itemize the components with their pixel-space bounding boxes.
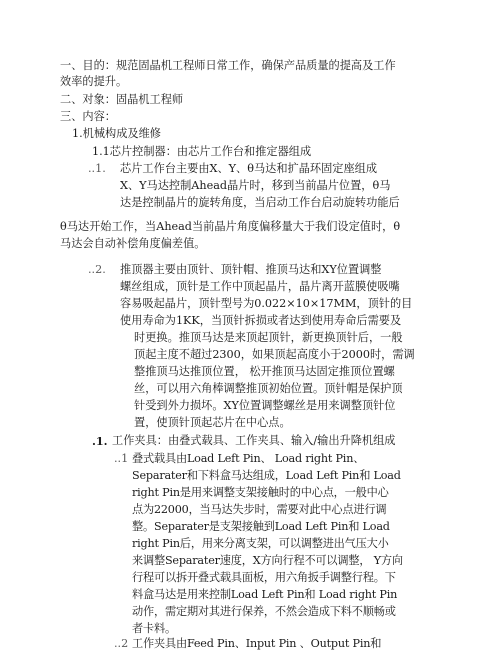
section-1-2-2-number: ..2 [114,637,129,650]
s112-line-6: 顶起主度不超过2300，如果顶起高度小于2000时，需调 [134,348,415,361]
s121-line-11: 者卡料。 [132,622,176,635]
s112-line-5: 时更换。推顶马达是来顶起顶针，新更换顶针后，一般 [134,331,403,344]
section-1-heading: 1.机械构成及维修 [72,127,161,140]
purpose-line-2: 效率的提升。 [60,75,128,88]
section-1-2-1-number: ..1 [114,452,129,465]
s122-line-1: 工作夹具由Feed Pin、Input Pin 、Output Pin和 [132,637,382,650]
theta-line-1: θ马达开始工作，当Ahead当前晶片角度偏移量大于我们设定值时，θ [60,220,401,233]
purpose-line-1: 一、目的：规范固晶机工程师日常工作，确保产品质量的提高及工作 [60,59,396,72]
s121-line-2: Separater和下料盒马达组成，Load Left Pin和 Load [132,469,401,482]
s121-line-5: 整。Separater是支架接触到Load Left Pin和 Load [132,520,390,533]
s121-line-10: 动作，需定期对其进行保养，不然会造成下料不顺畅或 [132,605,396,618]
s121-line-3: right Pin是用来调整支架接触时的中心点，一般中心 [132,486,389,499]
s121-line-6: right Pin后，用来分离支架，可以调整进出气压大小 [132,537,389,550]
content-heading: 三、内容： [60,110,116,123]
s121-line-4: 点为22000，当马达失步时，需要对此中心点进行调 [132,503,387,516]
s121-line-1: 叠式载具由Load Left Pin、 Load right Pin、 [132,452,365,465]
s121-line-9: 料盒马达是用来控制Load Left Pin和 Load right Pin [132,588,398,601]
s112-line-4: 使用寿命为1KK，当顶针拆损或者达到使用寿命后需要及 [120,314,402,327]
section-1-1-1-number: ..1. [88,162,106,175]
section-1-2-heading: 工作夹具：由叠式载具、工作夹具、输入/输出升降机组成 [112,434,396,447]
s112-line-3: 容易吸起晶片，顶针型号为0.022×10×17MM，顶针的目 [120,297,413,310]
s121-line-8: 行程可以拆开叠式载具面板，用六角扳手调整行程。下 [132,571,396,584]
s121-line-7: 来调整Separater速度，X方向行程不可以调整， Y方向 [132,554,403,567]
s112-line-8: 丝，可以用六角棒调整推顶初始位置。顶针帽是保护顶 [134,382,403,395]
s111-line-2: X、Y马达控制Ahead晶片时，移到当前晶片位置，θ马 [120,179,391,192]
s112-line-2: 螺丝组成，顶针是工作中顶起晶片，晶片离开蓝膜使吸嘴 [120,280,400,293]
s112-line-10: 置，使顶针顶起芯片在中心点。 [134,416,291,429]
section-1-2-number: .1. [92,434,108,448]
s112-line-1: 推顶器主要由顶针、顶针帽、推顶马达和XY位置调整 [120,263,382,276]
s112-line-9: 针受到外力损坏。XY位置调整螺丝是用来调整顶针位 [134,399,396,412]
object-line: 二、对象：固晶机工程师 [60,93,184,106]
theta-line-2: 马达会自动补偿角度偏差值。 [60,237,206,250]
s111-line-1: 芯片工作台主要由X、Y、θ马达和扩晶环固定座组成 [120,162,378,175]
section-1-1-heading: 1.1芯片控制器：由芯片工作台和推定器组成 [92,145,312,158]
s112-line-7: 整推顶马达推顶位置， 松开推顶马达固定推顶位置螺 [134,365,395,378]
section-1-1-2-number: ..2. [88,263,106,276]
s111-line-3: 达是控制晶片的旋转角度，当启动工作台启动旋转功能后 [120,196,400,209]
